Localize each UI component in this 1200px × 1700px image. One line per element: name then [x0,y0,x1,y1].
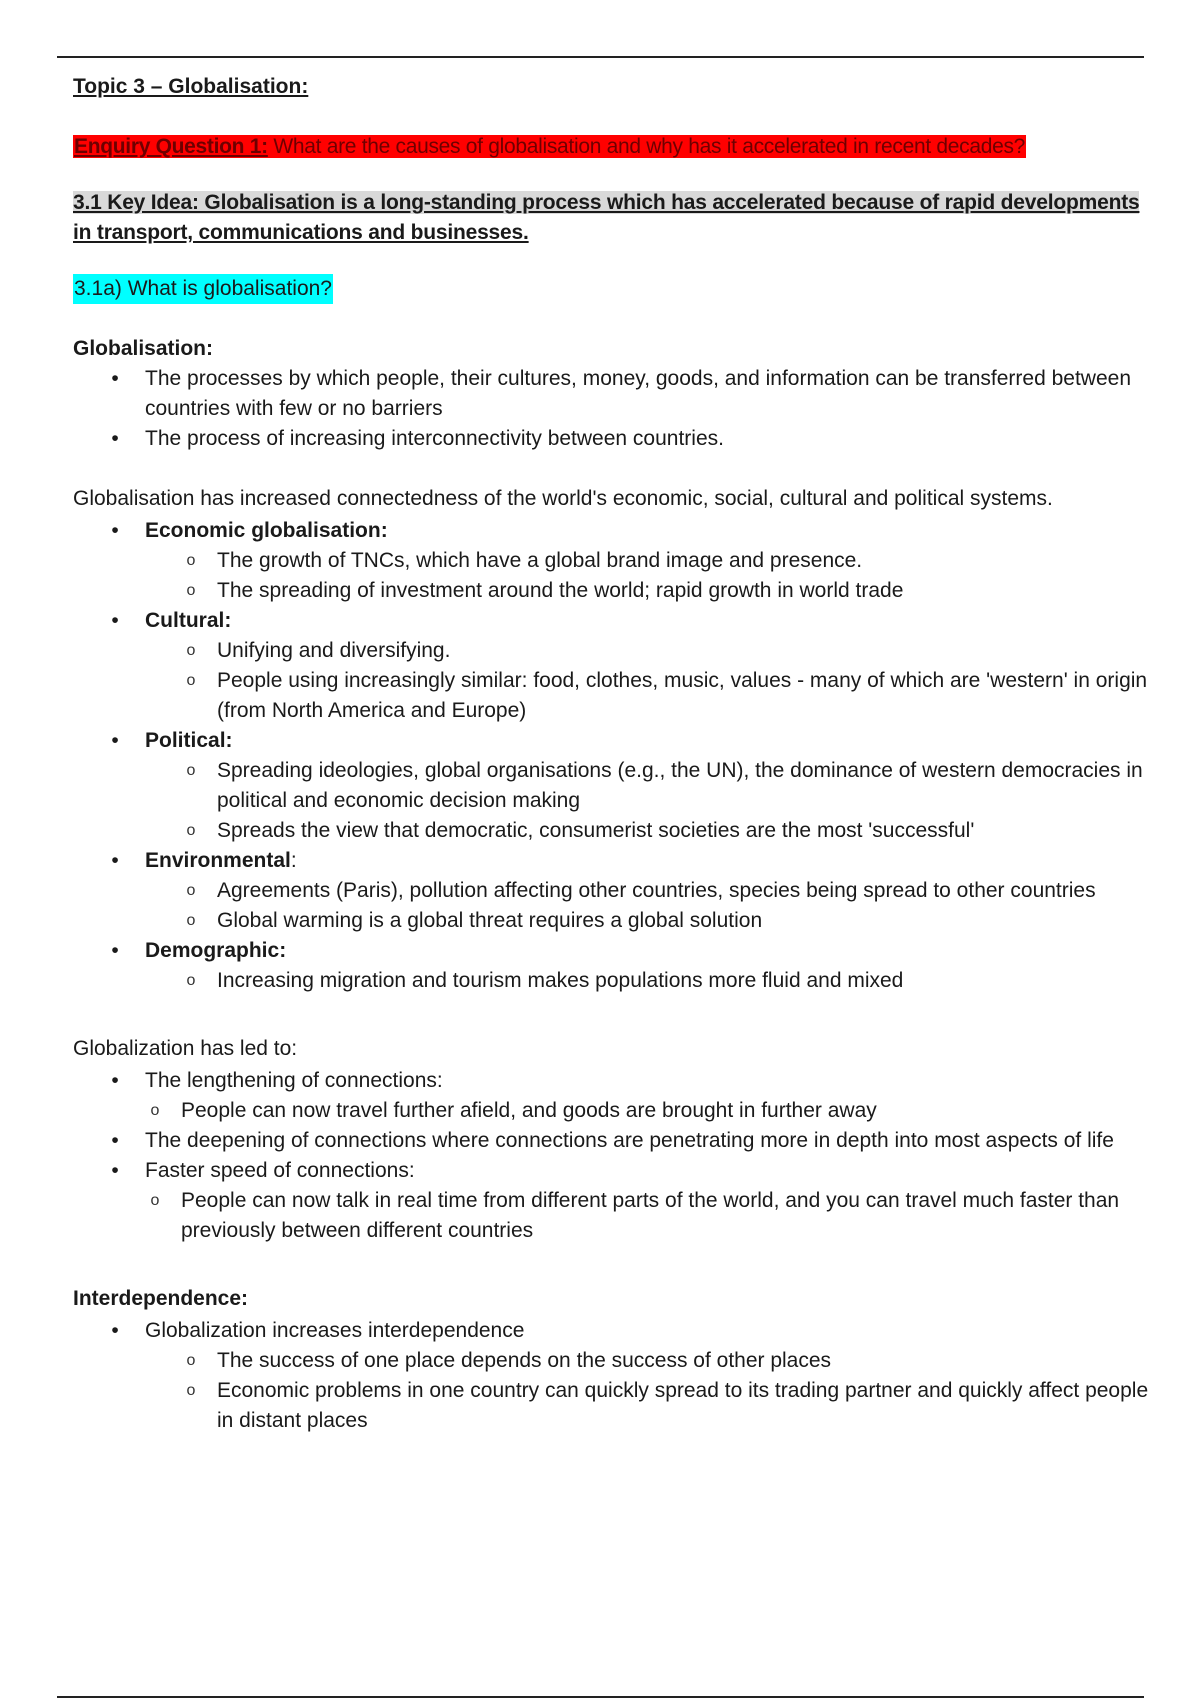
interdependence-list [73,1316,1163,1436]
sub-bullet-icon: o [186,582,196,599]
environmental-points [145,876,1163,936]
list-item: • The lengthening of connections: o People can now travel further afield, and goods are brought in further away [73,1066,1163,1126]
lengthening-points [145,1096,1163,1126]
list-item: o The growth of TNCs, which have a global brand image and presence. [145,546,1163,576]
topic-title: Topic 3 – Globalisation: [73,75,309,98]
key-idea-line-1: 3.1 Key Idea: Globalisation is a long-standing process which has accelerated because of rapid developments [73,191,1140,214]
enquiry-question [73,132,1163,162]
type-cultural: • Cultural: o Unifying and diversifying. o People using increasingly similar: food, clothes, music, values - many of which are 'western' in origin (from North America and Europe) [73,606,1163,726]
interdependence-heading: Interdependence: [73,1287,249,1310]
bullet-icon: • [111,729,119,752]
list-item: • The processes by which people, their cultures, money, goods, and information can be transferred between countries with few or no barriers [73,364,1163,424]
type-environmental: • Environmental: o Agreements (Paris), pollution affecting other countries, species being spread to other countries o Global warming is a global threat requires a global solution [73,846,1163,936]
list-item: o Increasing migration and tourism makes populations more fluid and mixed [145,966,1163,996]
list-item: o Economic problems in one country can quickly spread to its trading partner and quickly affect people in distant places [145,1376,1163,1436]
sub-bullet-icon: o [150,1192,160,1209]
list-item: o People using increasingly similar: food, clothes, music, values - many of which are 'western' in origin (from North America and Europe) [145,666,1163,726]
list-item: • Faster speed of connections: o People can now talk in real time from different parts of the world, and you can travel much faster than previously between different countries [73,1156,1163,1246]
bullet-icon: • [111,427,119,450]
list-item: o People can now talk in real time from different parts of the world, and you can travel much faster than previously between different countries [145,1186,1163,1246]
list-item: o Agreements (Paris), pollution affecting other countries, species being spread to other countries [145,876,1163,906]
list-item: • Globalization increases interdependence o The success of one place depends on the success of other places o Economic problems in one country can quickly spread to its trading partner and quickly affect people in distant places [73,1316,1163,1436]
sub-heading [73,274,1163,306]
globalisation-types-list [73,516,1163,996]
bullet-icon: • [111,1069,119,1092]
list-item: o Spreads the view that democratic, consumerist societies are the most 'successful' [145,816,1163,846]
list-item: • The deepening of connections where connections are penetrating more in depth into most aspects of life [73,1126,1163,1156]
globalisation-definition-list [73,364,1163,454]
bottom-rule [57,1696,1144,1698]
enquiry-label: Enquiry Question 1: [74,135,268,158]
led-to-intro: Globalization has led to: [73,1037,298,1060]
list-item: o Global warming is a global threat requires a global solution [145,906,1163,936]
sub-heading-text: 3.1a) What is globalisation? [73,274,333,304]
list-item: o The success of one place depends on the success of other places [145,1346,1163,1376]
cultural-points [145,636,1163,726]
sub-bullet-icon: o [186,1352,196,1369]
bullet-icon: • [111,939,119,962]
bullet-icon: • [111,1159,119,1182]
political-points [145,756,1163,846]
list-item: o People can now travel further afield, and goods are brought in further away [145,1096,1163,1126]
top-rule [57,56,1144,58]
enquiry-text: What are the causes of globalisation and why has it accelerated in recent decades? [267,135,1026,158]
sub-bullet-icon: o [186,822,196,839]
bullet-icon: • [111,849,119,872]
document-page [73,72,1163,1436]
connectedness-intro: Globalisation has increased connectedness of the world's economic, social, cultural and political systems. [73,487,1053,510]
list-item: o Unifying and diversifying. [145,636,1163,666]
list-item: • The process of increasing interconnectivity between countries. [73,424,1163,454]
economic-points [145,546,1163,606]
sub-bullet-icon: o [150,1102,160,1119]
led-to-list [73,1066,1163,1246]
key-idea [73,188,1163,248]
key-idea-line-2: in transport, communications and businesses. [73,221,529,244]
bullet-icon: • [111,609,119,632]
type-demographic: • Demographic: o Increasing migration and tourism makes populations more fluid and mixed [73,936,1163,996]
type-economic: • Economic globalisation: o The growth of TNCs, which have a global brand image and presence. o The spreading of investment around the world; rapid growth in world trade [73,516,1163,606]
type-political: • Political: o Spreading ideologies, global organisations (e.g., the UN), the dominance of western democracies in political and economic decision making o Spreads the view that democratic, consumerist societies are the most 'successful' [73,726,1163,846]
enquiry-highlight [73,135,1026,158]
sub-bullet-icon: o [186,552,196,569]
sub-bullet-icon: o [186,972,196,989]
bullet-icon: • [111,367,119,390]
speed-points [145,1186,1163,1246]
list-item: o Spreading ideologies, global organisations (e.g., the UN), the dominance of western democracies in political and economic decision making [145,756,1163,816]
bullet-icon: • [111,1129,119,1152]
demographic-points [145,966,1163,996]
interdependence-points [145,1346,1163,1436]
list-item: o The spreading of investment around the world; rapid growth in world trade [145,576,1163,606]
sub-bullet-icon: o [186,912,196,929]
bullet-icon: • [111,1319,119,1342]
sub-bullet-icon: o [186,1382,196,1399]
sub-bullet-icon: o [186,642,196,659]
globalisation-heading: Globalisation: [73,337,214,360]
sub-bullet-icon: o [186,672,196,689]
bullet-icon: • [111,519,119,542]
sub-bullet-icon: o [186,882,196,899]
sub-bullet-icon: o [186,762,196,779]
